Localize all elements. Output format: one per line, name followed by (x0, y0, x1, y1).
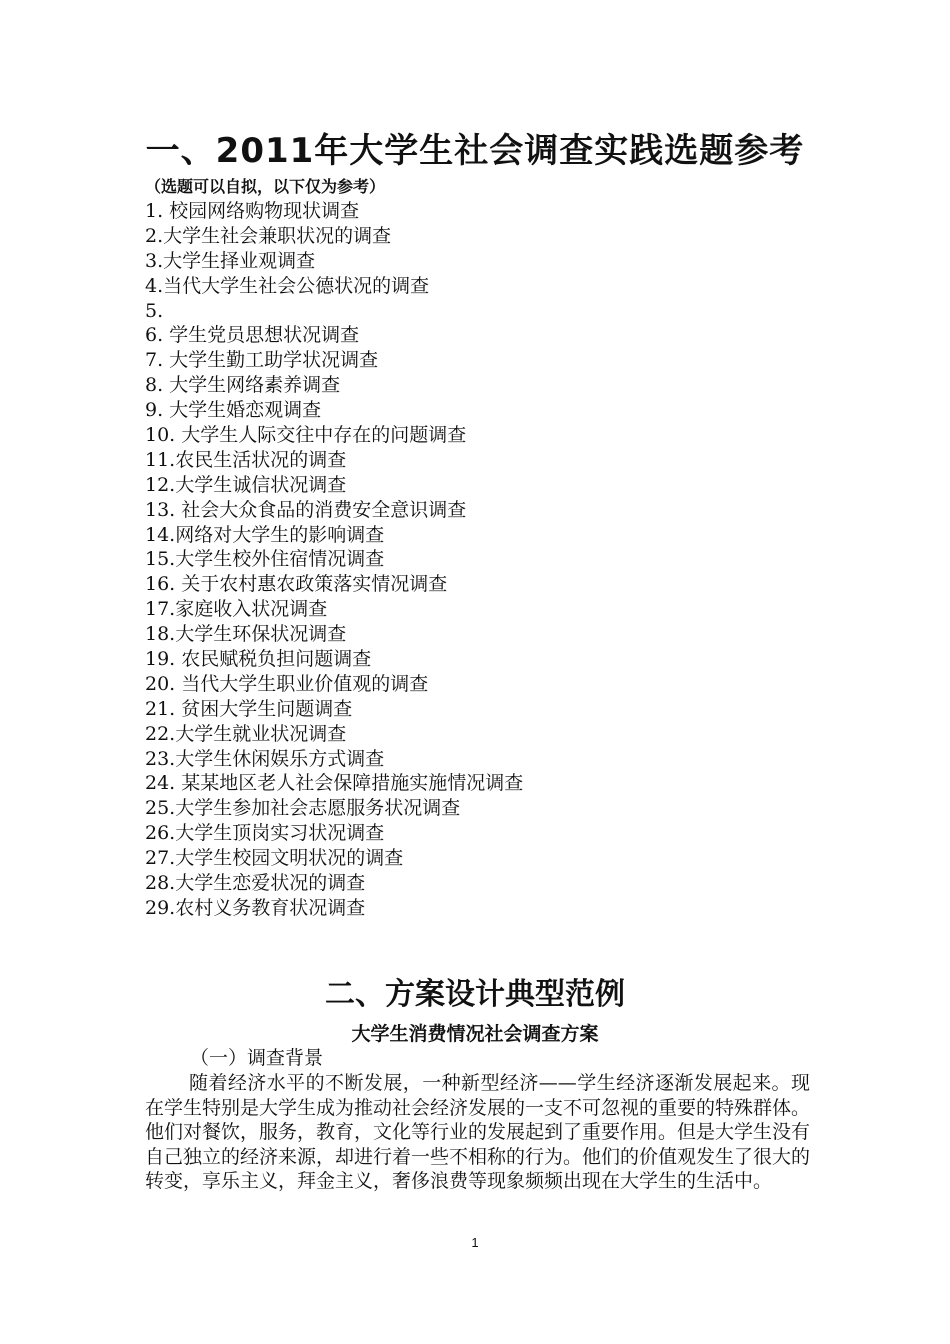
topic-item: 25.大学生参加社会志愿服务状况调查 (145, 797, 461, 820)
plan-title: 大学生消费情况社会调查方案 (351, 1023, 599, 1045)
section2-title: 二、方案设计典型范例 (325, 977, 625, 1012)
topic-item: 7. 大学生勤工助学状况调查 (145, 349, 379, 372)
topic-item: 6. 学生党员思想状况调查 (145, 324, 360, 347)
topic-item: 8. 大学生网络素养调查 (145, 374, 341, 397)
page-number: 1 (471, 1235, 479, 1250)
topic-list (145, 199, 523, 921)
topic-item: 29.农村义务教育状况调查 (145, 896, 366, 919)
topic-item: 13. 社会大众食品的消费安全意识调查 (145, 498, 467, 521)
topic-item: 15.大学生校外住宿情况调查 (145, 548, 385, 571)
topic-item: 20. 当代大学生职业价值观的调查 (145, 672, 429, 695)
topic-item: 11.农民生活状况的调查 (145, 448, 347, 471)
section1-title: 一、2011年大学生社会调查实践选题参考 (145, 131, 805, 171)
topic-item: 28.大学生恋爱状况的调查 (145, 872, 366, 895)
topic-item: 24. 某某地区老人社会保障措施实施情况调查 (145, 772, 524, 795)
section1-note: （选题可以自拟，以下仅为参考） (145, 177, 386, 196)
topic-item: 4.当代大学生社会公德状况的调查 (145, 274, 430, 297)
topic-item: 27.大学生校园文明状况的调查 (145, 847, 404, 870)
topic-item: 19. 农民赋税负担问题调查 (145, 648, 372, 671)
topic-item: 17.家庭收入状况调查 (145, 598, 328, 621)
topic-item: 2.大学生社会兼职状况的调查 (145, 224, 392, 247)
subsection-heading: （一）调查背景 (190, 1047, 324, 1069)
topic-item: 21. 贫困大学生问题调查 (145, 697, 353, 720)
topic-item: 16. 关于农村惠农政策落实情况调查 (145, 573, 448, 596)
topic-item: 5. (145, 299, 164, 322)
background-paragraph: 随着经济水平的不断发展，一种新型经济——学生经济逐渐发展起来。现在学生特别是大学生成为推动社会经济发展的一支不可忽视的重要的特殊群体。他们对餐饮，服务，教育，文化等行业的发展起到了重要作用。但是大学生没有自己独立的经济来源，却进行着一些不相称的行为。他们的价值观发生了很大的转变，享乐主义，拜金主义，奢侈浪费等现象频频出现在大学生的生活中。 (145, 1072, 811, 1193)
topic-item: 9. 大学生婚恋观调查 (145, 399, 322, 422)
topic-item: 1. 校园网络购物现状调查 (145, 200, 360, 222)
topic-item: 12.大学生诚信状况调查 (145, 473, 347, 496)
topic-item: 18.大学生环保状况调查 (145, 623, 347, 646)
topic-item: 22.大学生就业状况调查 (145, 722, 347, 745)
topic-item: 23.大学生休闲娱乐方式调查 (145, 747, 385, 770)
topic-item: 26.大学生顶岗实习状况调查 (145, 822, 385, 845)
topic-item: 14.网络对大学生的影响调查 (145, 523, 385, 546)
topic-item: 10. 大学生人际交往中存在的问题调查 (145, 424, 467, 447)
topic-item: 3.大学生择业观调查 (145, 249, 316, 272)
